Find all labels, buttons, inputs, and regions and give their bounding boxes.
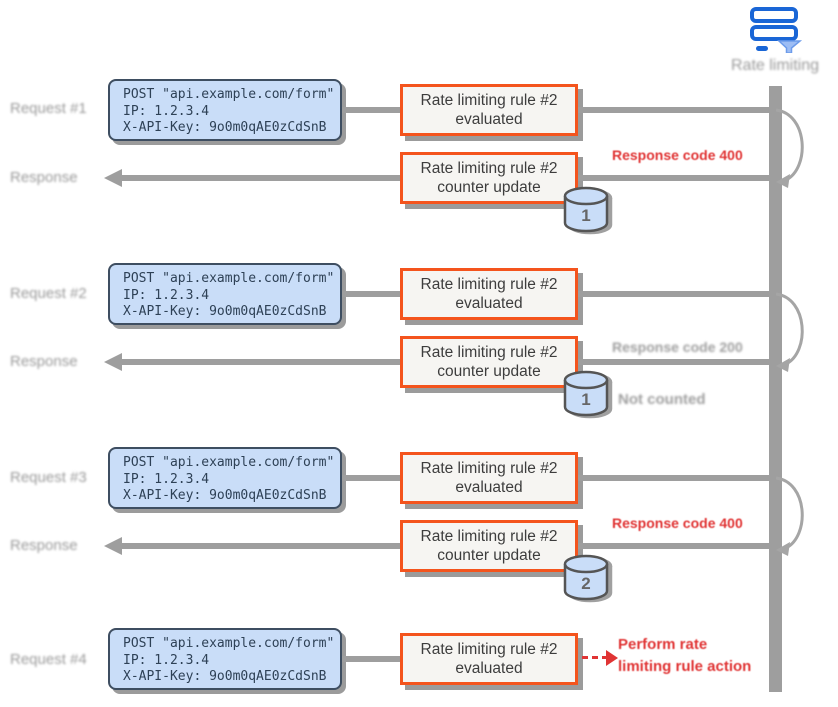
request-ip: IP: 1.2.3.4: [123, 287, 210, 303]
connector-line: [578, 175, 776, 181]
counter-update-text: counter update: [437, 547, 541, 564]
connector-line: [578, 475, 776, 481]
counter-value: 1: [581, 390, 591, 409]
connector-line: [342, 475, 400, 481]
connector-line: [578, 107, 776, 113]
connector-line: [342, 107, 400, 113]
connector-line: [342, 291, 400, 297]
request-method-url: POST "api.example.com/form": [123, 455, 335, 470]
counter-update-text: counter update: [437, 363, 541, 380]
rule-action-line-2: limiting rule action: [618, 658, 752, 675]
rule-evaluated-box-3: [400, 452, 578, 504]
connector-line: [342, 656, 400, 662]
connector-line: [118, 359, 400, 365]
not-counted-note: Not counted: [618, 391, 706, 408]
counter-update-box-1: [400, 152, 578, 204]
request-api-key: X-API-Key: 9o0m0qAE0zCdSnB: [123, 488, 327, 503]
counter-update-box-2: [400, 336, 578, 388]
connector-line: [578, 543, 776, 549]
processing-arc-2: [774, 288, 816, 376]
rule-evaluated-text: Rate limiting rule #2: [420, 641, 558, 658]
rate-limit-icon: [748, 5, 804, 53]
response-code-note-3: Response code 400: [612, 515, 743, 531]
counter-value: 1: [581, 206, 591, 225]
rule-evaluated-box-4: [400, 633, 578, 685]
rule-action-note: [618, 634, 751, 678]
rule-evaluated-text: evaluated: [455, 111, 523, 128]
request-ip: IP: 1.2.3.4: [123, 471, 210, 487]
lane-label-request-1: Request #1: [10, 100, 87, 117]
processing-arc-1: [774, 104, 816, 192]
rule-evaluated-text: evaluated: [455, 295, 523, 312]
rule-evaluated-text: evaluated: [455, 479, 523, 496]
actor-label: Rate limiting: [730, 57, 820, 74]
counter-update-text: Rate limiting rule #2: [420, 528, 558, 545]
lane-label-request-2: Request #2: [10, 285, 87, 302]
lane-label-request-3: Request #3: [10, 469, 87, 486]
request-method-url: POST "api.example.com/form": [123, 87, 335, 102]
rule-evaluated-text: evaluated: [455, 660, 523, 677]
rule-evaluated-text: Rate limiting rule #2: [420, 276, 558, 293]
connector-line: [118, 175, 400, 181]
request-api-key: X-API-Key: 9o0m0qAE0zCdSnB: [123, 669, 327, 684]
connector-line: [578, 359, 776, 365]
rule-evaluated-text: Rate limiting rule #2: [420, 460, 558, 477]
request-method-url: POST "api.example.com/form": [123, 636, 335, 651]
counter-update-text: Rate limiting rule #2: [420, 160, 558, 177]
request-payload-box-2: [108, 263, 342, 325]
rule-action-arrowhead-icon: [606, 650, 618, 666]
request-method-url: POST "api.example.com/form": [123, 271, 335, 286]
rule-evaluated-box-2: [400, 268, 578, 320]
counter-update-text: Rate limiting rule #2: [420, 344, 558, 361]
response-code-note-1: Response code 400: [612, 147, 743, 163]
rule-action-line-1: Perform rate: [618, 636, 708, 653]
connector-line: [118, 543, 400, 549]
request-payload-box-3: [108, 447, 342, 509]
counter-value: 2: [581, 574, 591, 593]
lane-label-response-2: Response: [10, 353, 78, 370]
rule-evaluated-box-1: [400, 84, 578, 136]
counter-cylinder-2: [561, 370, 611, 418]
rule-evaluated-text: Rate limiting rule #2: [420, 92, 558, 109]
request-ip: IP: 1.2.3.4: [123, 652, 210, 668]
request-payload-box-4: [108, 628, 342, 690]
request-api-key: X-API-Key: 9o0m0qAE0zCdSnB: [123, 120, 327, 135]
counter-update-box-3: [400, 520, 578, 572]
request-payload-box-1: [108, 79, 342, 141]
processing-arc-3: [774, 472, 816, 560]
counter-cylinder-3: [561, 554, 611, 602]
lane-label-response-1: Response: [10, 169, 78, 186]
counter-update-text: counter update: [437, 179, 541, 196]
request-ip: IP: 1.2.3.4: [123, 103, 210, 119]
lane-label-request-4: Request #4: [10, 651, 87, 668]
lane-label-response-3: Response: [10, 537, 78, 554]
response-code-note-2: Response code 200: [612, 339, 743, 355]
connector-line: [578, 291, 776, 297]
counter-cylinder-1: [561, 186, 611, 234]
rule-action-dashed-line: [582, 656, 608, 659]
request-api-key: X-API-Key: 9o0m0qAE0zCdSnB: [123, 304, 327, 319]
